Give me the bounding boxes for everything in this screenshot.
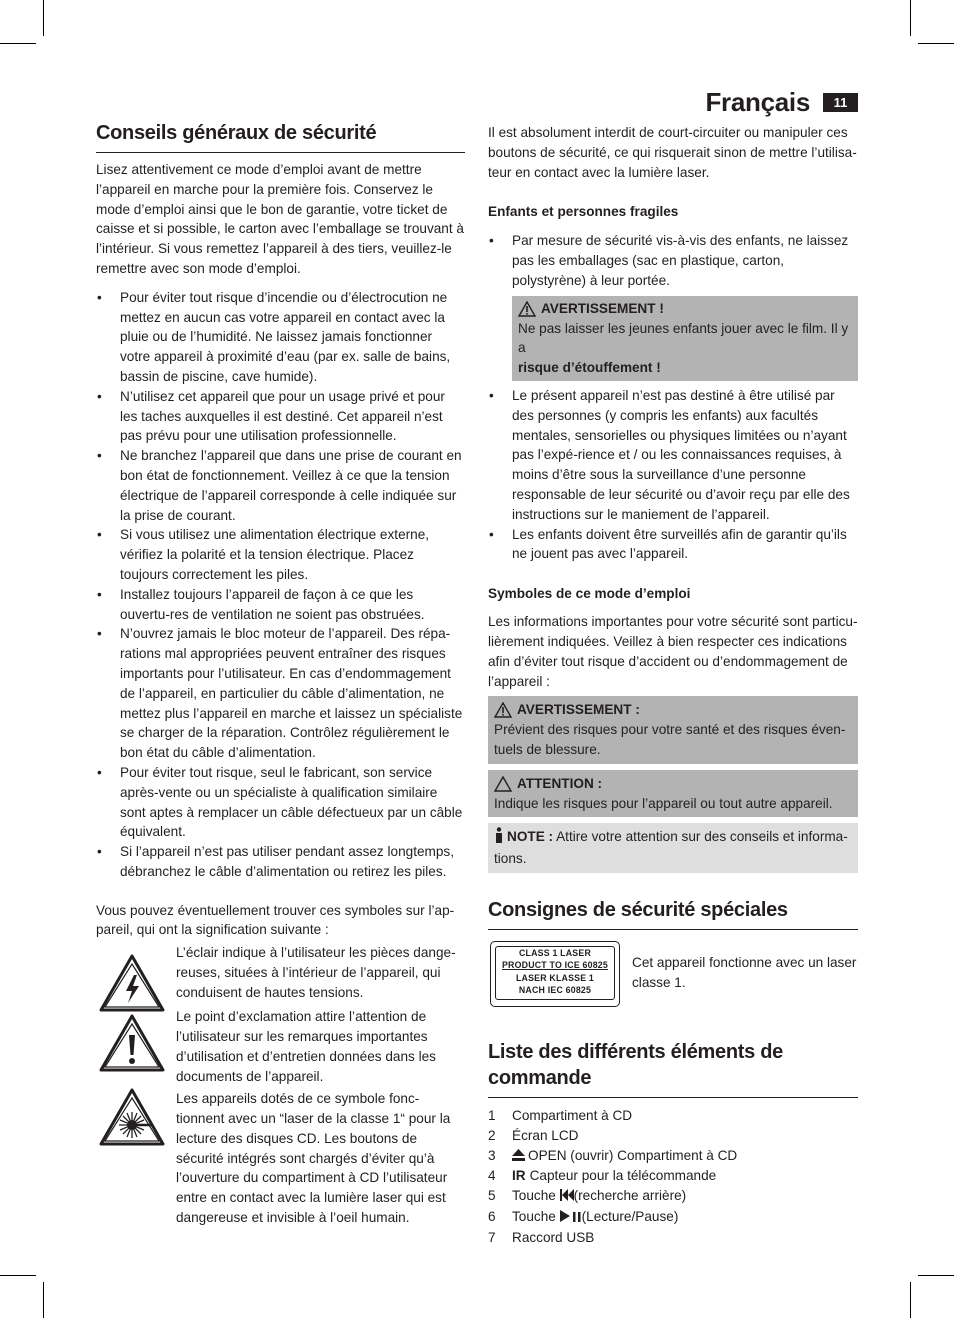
legend-title-row [494, 700, 852, 720]
list-item: • Installez toujours l’appareil de façon à ce que les ouvertu-res de ventilation ne soient pas obstruées. [96, 585, 465, 625]
item-number: 3 [488, 1147, 496, 1163]
left-column [96, 120, 465, 1228]
warning-emphasis: risque d’étouffement ! [518, 360, 661, 376]
crop-mark [910, 0, 911, 36]
list-item: • Si vous utilisez une alimentation électrique externe, vérifiez la polarité et la tension électrique. Placez toujours correctement les piles. [96, 525, 465, 584]
ir-label: IR [512, 1168, 526, 1184]
list-item [488, 1106, 858, 1126]
children-bullet-list [488, 231, 858, 290]
controls-list [488, 1106, 858, 1248]
legend-text: Prévient des risques pour votre santé et des risques éven-tuels de blessure. [494, 722, 846, 757]
list-item: • Pour éviter tout risque, seul le fabricant, son service après-vente ou un spécialiste à qualification similaire sont aptes à remplacer un câble défectueux par un câble équivalent. [96, 763, 465, 842]
legend-text: Indique les risques pour l’appareil ou tout autre appareil. [494, 795, 833, 811]
item-number: 5 [488, 1188, 496, 1204]
intro-paragraph: Lisez attentivement ce mode d’emploi avant de mettre l’appareil en marche pour la première fois. Conservez le mode d’emploi ainsi que le bon de garantie, votre ticket de caisse et si possible, le carton avec l’emballage se trouvant à l’intérieur. Si vous remettez l’appareil à des tiers, veuillez-le remettre avec son mode d’emploi. [96, 162, 464, 276]
crop-mark [43, 0, 44, 36]
symbol-description: Le point d’exclamation attire l’attention de l’utilisateur sur les remarques importantes d’utilisation et d’entretien données dans les documents de l’appareil. [176, 1009, 436, 1084]
skip-back-icon [560, 1187, 574, 1207]
list-item [488, 1166, 858, 1186]
attention-triangle-icon [494, 776, 512, 798]
page-language-title: Français [705, 87, 810, 117]
list-item: • Le présent appareil n’est pas destiné à être utilisé par des personnes (y compris les enfants) aux facultés mentales, sensorielles ou physiques limitées ou n’ayant pas l’expé-rience et / ou les connaissances requises, à moins d’être sous la surveillance d’une personne responsable de leur sécurité ou d’avoir reçu par elle des instructions sur le maniement de l’appareil. [488, 386, 858, 525]
item-prefix: Touche [512, 1188, 556, 1204]
crop-mark [918, 43, 954, 44]
laser-label-line: CLASS 1 LASER [518, 947, 591, 958]
list-item [488, 1146, 858, 1167]
symbol-row-exclamation [96, 1007, 465, 1089]
legend-box-warning [488, 696, 858, 763]
info-icon [494, 827, 504, 849]
warning-triangle-icon [494, 702, 512, 724]
list-item: • N’utilisez cet appareil que pour un usage privé et pour les taches auxquelles il est destiné. Cet appareil n’est pas prévu pour une utilisation professionnelle. [96, 387, 465, 446]
right-column [488, 123, 858, 1247]
section-heading-general-safety: Conseils généraux de sécurité [96, 120, 465, 153]
laser-warning-icon [98, 1087, 168, 1153]
section-heading-controls: Liste des différents éléments de commande [488, 1039, 858, 1098]
item-prefix: Touche [512, 1208, 556, 1224]
item-text: Écran LCD [512, 1127, 579, 1143]
list-item [488, 1207, 858, 1228]
crop-mark [43, 1282, 44, 1318]
crop-mark [0, 43, 36, 44]
children-heading: Enfants et personnes fragiles [488, 204, 679, 220]
symbol-row-lightning [96, 943, 465, 1007]
symbol-row-laser [96, 1089, 465, 1228]
list-item [488, 1186, 858, 1207]
symbols-paragraph: Les informations importantes pour votre sécurité sont particu-lièrement indiquées. Veillez à bien respecter ces indications afin d’éviter tout risque d’accident ou d’endommagement de l’appareil : [488, 614, 858, 689]
item-number: 2 [488, 1127, 496, 1143]
warning-title-row [518, 299, 852, 319]
list-item [488, 1126, 858, 1146]
item-text: (Lecture/Pause) [581, 1208, 679, 1224]
item-text: Capteur pour la télécommande [529, 1168, 717, 1184]
laser-label-line: NACH IEC 60825 [518, 985, 592, 996]
laser-safety-paragraph: Il est absolument interdit de court-circuiter ou manipuler ces boutons de sécurité, ce qui risquerait sinon de mettre l’utilisa-teur en contact avec la lumière laser. [488, 125, 857, 180]
warning-triangle-icon [518, 301, 536, 323]
item-number: 7 [488, 1229, 496, 1245]
item-number: 4 [488, 1168, 496, 1184]
symbol-description: L’éclair indique à l’utilisateur les pièces dange-reuses, situées à l’intérieur de l’appareil, qui conduisent de hautes tensions. [176, 945, 456, 1000]
crop-mark [910, 1282, 911, 1318]
list-item: • N’ouvrez jamais le bloc moteur de l’appareil. Des répa-rations mal appropriées peuvent entraîner des risques importants pour l’utilisateur. En cas d’endommagement de l’appareil, en particulier du câble d’alimentation, ne mettez plus l’appareil en marche et laissez un spécialiste se charger de la réparation. Contrôlez régulièrement le bon état du câble d’alimentation. [96, 624, 465, 763]
item-text: Raccord USB [512, 1229, 595, 1245]
page-number: 11 [823, 93, 858, 112]
list-item: • Les enfants doivent être surveillés afin de garantir qu’ils ne jouent pas avec l’appareil. [488, 525, 858, 565]
laser-label-line: PRODUCT TO ICE 60825 [501, 960, 608, 971]
legend-box-note [488, 823, 858, 873]
legend-label: ATTENTION : [517, 775, 603, 791]
list-item: • Si l’appareil n’est pas utiliser pendant assez longtemps, débranchez le câble d’alimentation ou retirez les piles. [96, 842, 465, 882]
legend-title-row [494, 774, 852, 794]
item-text: Compartiment à CD [512, 1107, 633, 1123]
play-pause-icon [560, 1208, 582, 1228]
laser-label-row [488, 941, 858, 1011]
legend-text: Attire votre attention sur des conseils et informa-tions. [494, 829, 848, 867]
laser-label-line: LASER KLASSE 1 [515, 972, 595, 983]
laser-class-label-inner [495, 946, 615, 1000]
list-item: • Pour éviter tout risque d’incendie ou d’électrocution ne mettez en aucun cas votre appareil en contact avec la pluie ou de l’humidité. Ne laissez jamais fonctionner votre appareil à proximité d’eau (par ex. salle de bains, bassin de piscine, cave humide). [96, 288, 465, 387]
item-text: (recherche arrière) [573, 1188, 687, 1204]
exclamation-warning-icon [98, 1013, 168, 1079]
item-text: OPEN (ouvrir) Compartiment à CD [528, 1147, 738, 1163]
list-item [488, 1228, 858, 1248]
legend-box-attention [488, 770, 858, 818]
warning-text: Ne pas laisser les jeunes enfants jouer avec le film. Il y a [518, 320, 849, 356]
list-item: • Par mesure de sécurité vis-à-vis des enfants, ne laissez pas les emballages (sac en plastique, carton, polystyrène) à leur portée. [488, 231, 858, 290]
list-item: • Ne branchez l’appareil que dans une prise de courant en bon état de fonctionnement. Veillez à ce que la tension électrique de l’appareil corresponde à celle indiquée sur la prise de courant. [96, 446, 465, 525]
warning-label: AVERTISSEMENT ! [541, 300, 664, 316]
symbols-heading: Symboles de ce mode d’emploi [488, 586, 691, 602]
section-heading-special-safety: Consignes de sécurité spéciales [488, 897, 858, 930]
children-bullet-list-2 [488, 386, 858, 564]
crop-mark [0, 1275, 36, 1276]
symbols-intro: Vous pouvez éventuellement trouver ces symboles sur l’ap-pareil, qui ont la signification suivante : [96, 902, 455, 938]
legend-label: NOTE : [507, 829, 554, 845]
eject-icon [512, 1147, 525, 1167]
safety-bullet-list [96, 288, 465, 882]
legend-label: AVERTISSEMENT : [517, 702, 640, 718]
item-number: 1 [488, 1107, 496, 1123]
item-number: 6 [488, 1208, 496, 1224]
laser-class-label [490, 941, 620, 1007]
laser-description: Cet appareil fonctionne avec un laser classe 1. [632, 954, 857, 990]
warning-box-suffocation [512, 296, 858, 381]
crop-mark [918, 1275, 954, 1276]
symbol-description: Les appareils dotés de ce symbole fonc-tionnent avec un “laser de la classe 1“ pour la lecture des disques CD. Les boutons de sécurité intégrés sont chargés d’éviter qu’à l’ouverture du compartiment à CD l’utilisateur entre en contact avec la lumière laser qui est dangereuse et invisible à l’oeil humain. [176, 1091, 451, 1226]
